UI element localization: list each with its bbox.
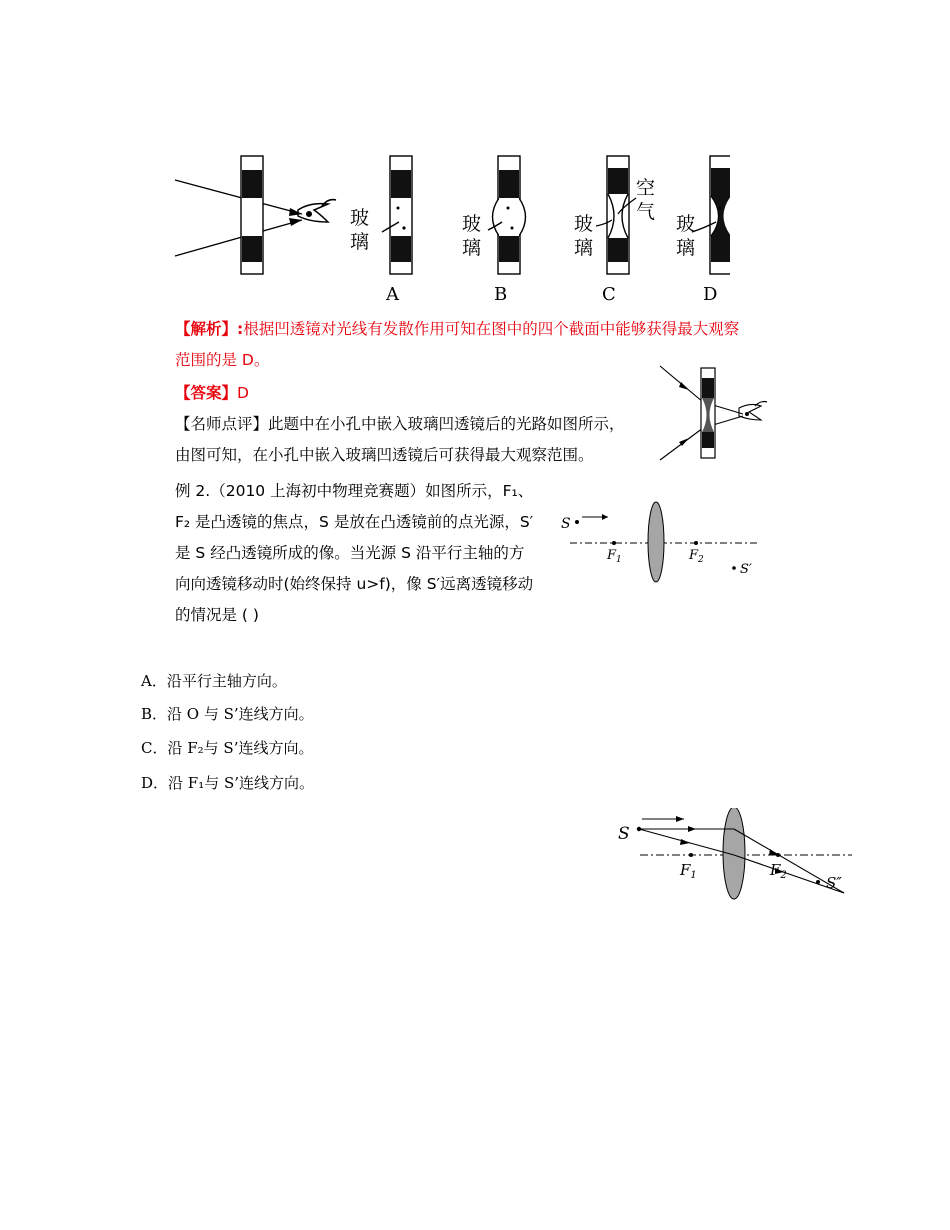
- fig2-label-f2: $F_2$: [689, 548, 704, 565]
- glass-label-d: 玻璃: [676, 213, 696, 259]
- analysis-tag: 【解析】:: [175, 320, 244, 338]
- fig3-label-sp: S″: [826, 874, 842, 892]
- glass-label-b: 玻璃: [462, 213, 482, 259]
- option-c: C．沿 F₂与 S’连线方向。: [141, 739, 314, 757]
- example2-line-2: F₂ 是凸透镜的焦点，S 是放在凸透镜前的点光源，S′: [175, 513, 534, 531]
- option-d: D．沿 F₁与 S’连线方向。: [141, 774, 315, 792]
- example2-line-1: 例 2.（2010 上海初中物理竞赛题）如图所示，F₁、: [175, 482, 534, 500]
- example2-line-4: 向向透镜移动时(始终保持 u>f)，像 S′远离透镜移动: [175, 575, 534, 593]
- glass-label-c: 玻璃: [574, 213, 594, 259]
- fig3-label-f2: $F_2$: [770, 861, 787, 881]
- figure-concave-lens-path: [655, 362, 795, 467]
- example2-line-5: 的情况是 ( ): [175, 606, 259, 624]
- answer-value: D: [237, 384, 249, 402]
- panel-label-a: A: [386, 284, 399, 305]
- panel-label-b: B: [494, 284, 508, 305]
- comment-line-2: 由图可知，在小孔中嵌入玻璃凹透镜后可获得最大观察范围。: [175, 446, 594, 464]
- figure-convex-lens: [558, 500, 768, 590]
- comment-text-1: 此题中在小孔中嵌入玻璃凹透镜后的光路如图所示，: [268, 415, 625, 433]
- answer-line: [175, 378, 249, 409]
- option-a: A．沿平行主轴方向。: [141, 672, 287, 690]
- panel-label-c: C: [602, 284, 616, 305]
- air-label-c: 空气: [636, 177, 656, 223]
- glass-label-a: 玻璃: [350, 207, 370, 253]
- fig3-label-f1: $F_1$: [680, 861, 697, 881]
- comment-tag: 【名师点评】: [175, 415, 269, 433]
- fig2-label-f1: $F_1$: [607, 548, 622, 565]
- panel-label-d: D: [703, 284, 718, 305]
- fig2-label-s: S: [561, 516, 571, 532]
- fig2-label-sp: S′: [740, 562, 752, 577]
- fig3-label-s: S: [618, 824, 630, 844]
- analysis-line-1: [175, 314, 739, 345]
- example2-line-3: 是 S 经凸透镜所成的像。当光源 S 沿平行主轴的方: [175, 544, 525, 562]
- figure-ray-diagram: [612, 808, 857, 910]
- analysis-text-1: 根据凹透镜对光线有发散作用可知在图中的四个截面中能够获得最大观察: [243, 320, 740, 338]
- answer-tag: 【答案】: [175, 384, 238, 402]
- analysis-line-2: 范围的是 D。: [175, 351, 270, 369]
- comment-line-1: [175, 409, 625, 440]
- option-b: B．沿 O 与 S’连线方向。: [141, 705, 314, 723]
- figure-cross-sections: [170, 150, 730, 310]
